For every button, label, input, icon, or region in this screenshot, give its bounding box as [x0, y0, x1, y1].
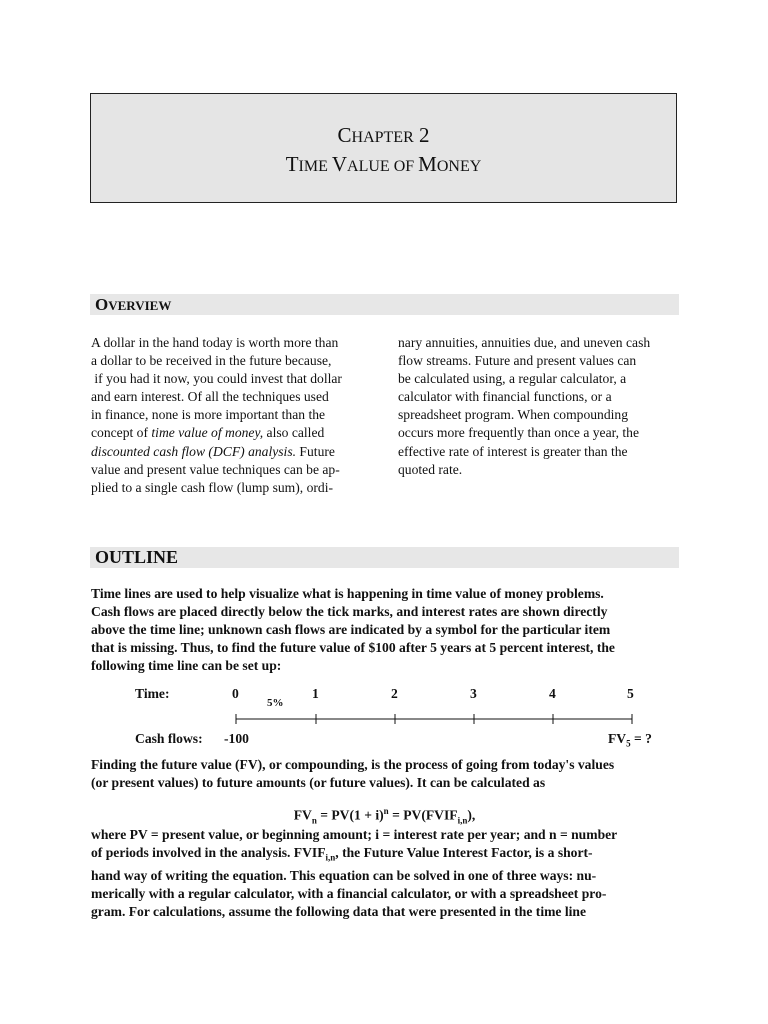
future-value-formula: $FV_n = PV(1 + i)^n$ = $PV(FVIF_{i,n})$,: [293, 806, 476, 826]
overview-heading: OVERVIEW: [95, 295, 172, 314]
initial-cash-flow: -100: [224, 731, 249, 746]
chapter-number: CHAPTER 2: [337, 123, 430, 147]
outline-line: gram. For calculations, assume the following data that were presented in the time line: [91, 904, 586, 920]
period-label: 2: [391, 686, 398, 701]
term-time-value-of-money: time value of money,: [151, 425, 264, 441]
overview-line: occurs more frequently than once a year, the: [398, 425, 640, 441]
future-value-paragraph: [91, 756, 678, 792]
outline-intro-paragraph: [91, 585, 678, 675]
outline-line: hand way of writing the equation. This equation can be solved in one of three ways: nu-: [91, 867, 597, 883]
overview-line: calculator with financial functions, or a: [398, 389, 612, 405]
variable-definitions-paragraph: [91, 826, 678, 921]
overview-line: be calculated using, a regular calculator, a: [398, 371, 627, 387]
overview-line: in finance, none is more important than the: [91, 407, 326, 423]
outline-line: merically with a regular calculator, with a financial calculator, or with a spreadsheet pro-: [91, 886, 607, 901]
chapter-title-box: [90, 93, 677, 203]
chapter-title: TIME VALUE OF MONEY: [285, 152, 482, 176]
outline-heading: OUTLINE: [95, 547, 179, 567]
outline-line: following time line can be set up:: [91, 658, 282, 674]
overview-line: plied to a single cash flow (lump sum), ordi-: [91, 479, 333, 495]
overview-line: discounted cash flow (DCF) analysis. Future: [91, 443, 335, 459]
overview-line: effective rate of interest is greater than the: [398, 443, 628, 459]
overview-line: quoted rate.: [398, 461, 463, 477]
outline-line: that is missing. Thus, to find the future value of $100 after 5 years at 5 percent interest, the: [91, 640, 615, 656]
interest-rate-label: 5%: [267, 697, 284, 709]
outline-line: Cash flows are placed directly below the tick marks, and interest rates are shown directly: [91, 604, 608, 620]
outline-line: Time lines are used to help visualize what is happening in time value of money problems.: [91, 586, 604, 601]
overview-line: a dollar to be received in the future because,: [91, 353, 332, 369]
overview-line: A dollar in the hand today is worth more than: [91, 335, 339, 350]
future-value-unknown: $FV_5$ = ?: [608, 731, 652, 749]
term-dcf-analysis: discounted cash flow (DCF) analysis.: [91, 443, 297, 459]
overview-section-header: [90, 294, 679, 315]
overview-line: nary annuities, annuities due, and uneven cash: [398, 335, 651, 350]
outline-line: (or present values) to future amounts (or future values). It can be calculated as: [91, 775, 546, 791]
outline-line: above the time line; unknown cash flows are indicated by a symbol for the particular item: [91, 622, 611, 638]
period-label: 1: [312, 686, 319, 701]
overview-line: if you had it now, you could invest that dollar: [91, 371, 342, 387]
overview-right-column: [398, 334, 680, 479]
overview-line: spreadsheet program. When compounding: [398, 407, 629, 423]
outline-line: Finding the future value (FV), or compounding, is the process of going from today's values: [91, 757, 615, 772]
time-line-axis: [230, 710, 640, 728]
overview-left-column: [91, 334, 373, 497]
outline-line: where PV = present value, or beginning amount; i = interest rate per year; and n = number: [91, 827, 618, 842]
period-label: 0: [232, 686, 239, 701]
cash-flows-label: Cash flows:: [135, 731, 203, 746]
overview-line: and earn interest. Of all the techniques used: [91, 389, 329, 405]
time-label: Time:: [135, 686, 170, 701]
period-label: 5: [627, 686, 634, 701]
overview-line: value and present value techniques can be ap-: [91, 461, 340, 477]
period-label: 3: [470, 686, 477, 701]
period-label: 4: [549, 686, 556, 701]
overview-line: concept of time value of money, also called: [91, 425, 325, 441]
outline-section-header: [90, 547, 679, 568]
outline-line: of periods involved in the analysis. $FVIF_{i,n}$, the Future Value Interest Factor, is a short-: [91, 845, 593, 863]
overview-line: flow streams. Future and present values can: [398, 353, 637, 369]
